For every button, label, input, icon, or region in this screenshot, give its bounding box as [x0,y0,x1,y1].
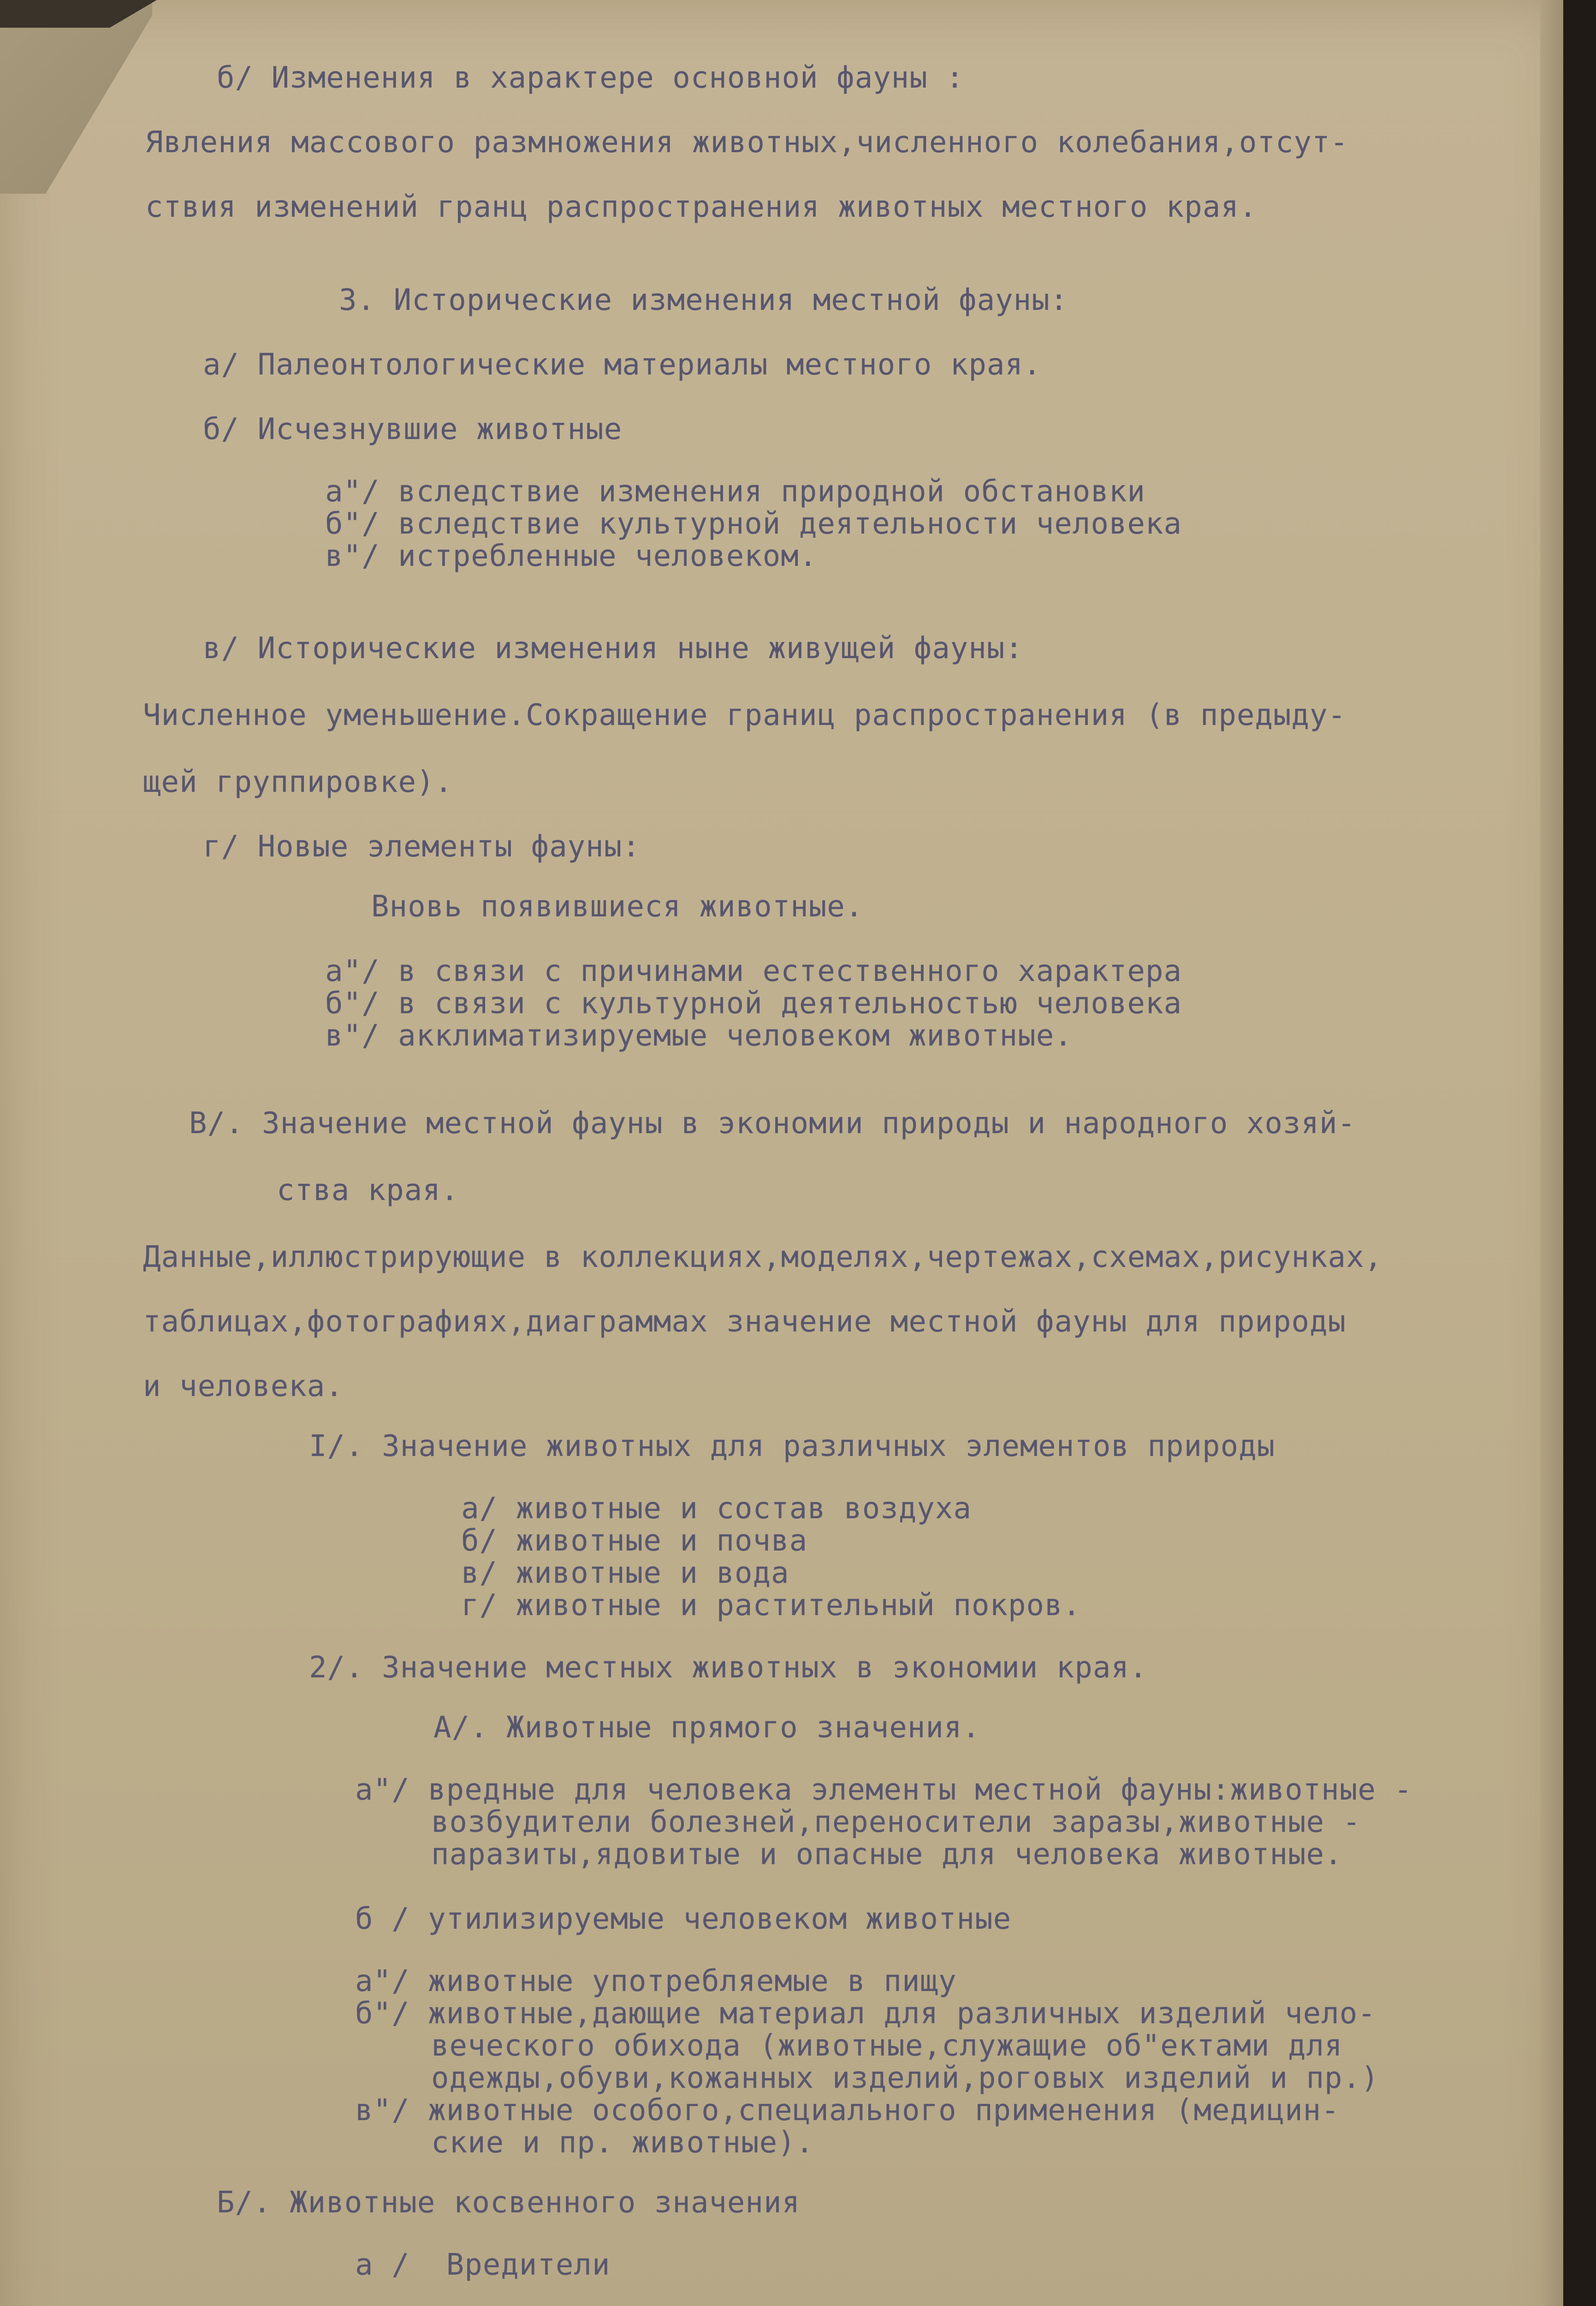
text-line: ства края. [277,1173,459,1207]
text-line: а/ животные и состав воздуха [461,1492,972,1526]
text-line: а"/ вредные для человека элементы местной фауны:животные - [355,1773,1412,1807]
text-line: таблицах,фотографиях,диаграммах значение местной фауны для природы [143,1305,1347,1339]
text-line: в/ Исторические изменения ныне живущей фауны: [203,631,1023,666]
text-line: ствия изменений гранц распространения животных местного края. [145,190,1258,224]
text-line: а / Вредители [355,2248,611,2282]
text-line: а"/ вследствие изменения природной обстановки [325,475,1145,509]
text-line: одежды,обуви,кожанных изделий,роговых изделий и пр.) [431,2061,1379,2095]
text-line: в/ животные и вода [461,1556,789,1590]
background-margin [1563,0,1596,2306]
text-line: 2/. Значение местных животных в экономии края. [309,1651,1148,1685]
text-line: паразиты,ядовитые и опасные для человека животные. [431,1837,1343,1872]
text-line: г/ животные и растительный покров. [461,1588,1081,1623]
text-line: Явления массового размножения животных,численного колебания,отсут- [145,125,1349,160]
text-line: б/ Исчезнувшие животные [203,412,623,446]
text-line: Б/. Животные косвенного значения [217,2186,800,2220]
text-line: б/ животные и почва [461,1524,808,1558]
text-line: В/. Значение местной фауны в экономии природы и народного хозяй- [189,1106,1356,1141]
text-line: б/ Изменения в характере основной фауны : [217,61,964,95]
text-line: возбудители болезней,переносители заразы,животные - [431,1805,1361,1839]
text-line: в"/ истребленные человеком. [325,539,818,573]
text-line: 3. Исторические изменения местной фауны: [339,283,1068,317]
text-line: б"/ вследствие культурной деятельности человека [325,507,1182,541]
text-line: б"/ животные,дающие материал для различных изделий чело- [355,1997,1376,2031]
text-line: Вновь появившиеся животные. [371,890,864,924]
text-line: А/. Животные прямого значения. [433,1711,980,1745]
text-line: веческого обихода (животные,служащие об"ектами для [431,2029,1343,2063]
text-line: щей группировке). [143,765,453,799]
text-line: Численное уменьшение.Сокращение границ распространения (в предыду- [143,698,1347,732]
text-line: г/ Новые элементы фауны: [203,830,641,864]
text-line: а"/ в связи с причинами естественного характера [325,954,1182,988]
text-line: б"/ в связи с культурной деятельностью человека [325,987,1182,1021]
text-line: а/ Палеонтологические материалы местного края. [203,348,1042,382]
text-line: а"/ животные употребляемые в пищу [355,1964,957,1998]
text-line: I/. Значение животных для различных элементов природы [309,1429,1276,1463]
text-line: Данные,иллюстрирующие в коллекциях,моделях,чертежах,схемах,рисунках, [143,1240,1383,1274]
text-line: в"/ животные особого,специального применения (медицин- [355,2093,1340,2128]
text-line: ские и пр. животные). [431,2126,814,2160]
text-line: в"/ акклиматизируемые человеком животные. [325,1019,1073,1053]
text-line: б / утилизируемые человеком животные [355,1902,1012,1936]
page-edge-strip [1540,0,1563,2306]
text-line: и человека. [143,1369,344,1403]
